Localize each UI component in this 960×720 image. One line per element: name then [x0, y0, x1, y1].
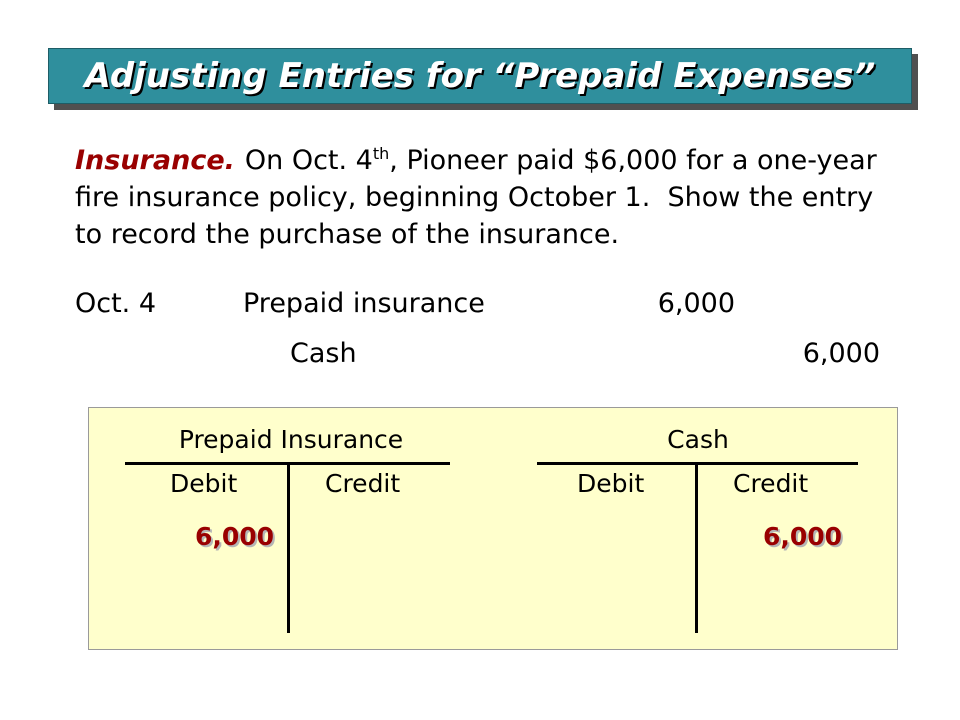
- t-account-title: Prepaid Insurance: [178, 425, 404, 454]
- problem-label: Insurance.: [75, 145, 235, 176]
- problem-line-2: fire insurance policy, beginning October 1. Show the entry: [75, 182, 874, 213]
- t-account-title: Cash: [667, 425, 729, 454]
- t-account-debit-label: Debit: [170, 469, 238, 498]
- t-account-center-rule: [287, 463, 290, 633]
- problem-line-1: [75, 144, 877, 176]
- journal-debit-account: Prepaid insurance: [243, 288, 485, 319]
- title-banner: [48, 48, 912, 104]
- problem-text-1b: , Pioneer paid $6,000 for a one-year: [389, 145, 877, 176]
- t-account-debit-label: Debit: [577, 469, 645, 498]
- t-account-center-rule: [695, 463, 698, 633]
- journal-credit-account: Cash: [290, 338, 357, 369]
- t-account-credit-label: Credit: [325, 469, 401, 498]
- journal-credit-amount: 6,000: [802, 338, 880, 369]
- t-account-credit-label: Credit: [733, 469, 809, 498]
- t-account-debit-amount: 6,000: [195, 522, 275, 551]
- problem-line-3: to record the purchase of the insurance.: [75, 219, 620, 250]
- journal-date: Oct. 4: [75, 288, 157, 319]
- problem-text-1a: On Oct. 4: [244, 145, 373, 176]
- t-account-credit-amount: 6,000: [763, 522, 843, 551]
- journal-debit-amount: 6,000: [657, 288, 735, 319]
- ordinal-suffix: th: [372, 144, 390, 163]
- slide-title: Adjusting Entries for “Prepaid Expenses”: [84, 56, 876, 96]
